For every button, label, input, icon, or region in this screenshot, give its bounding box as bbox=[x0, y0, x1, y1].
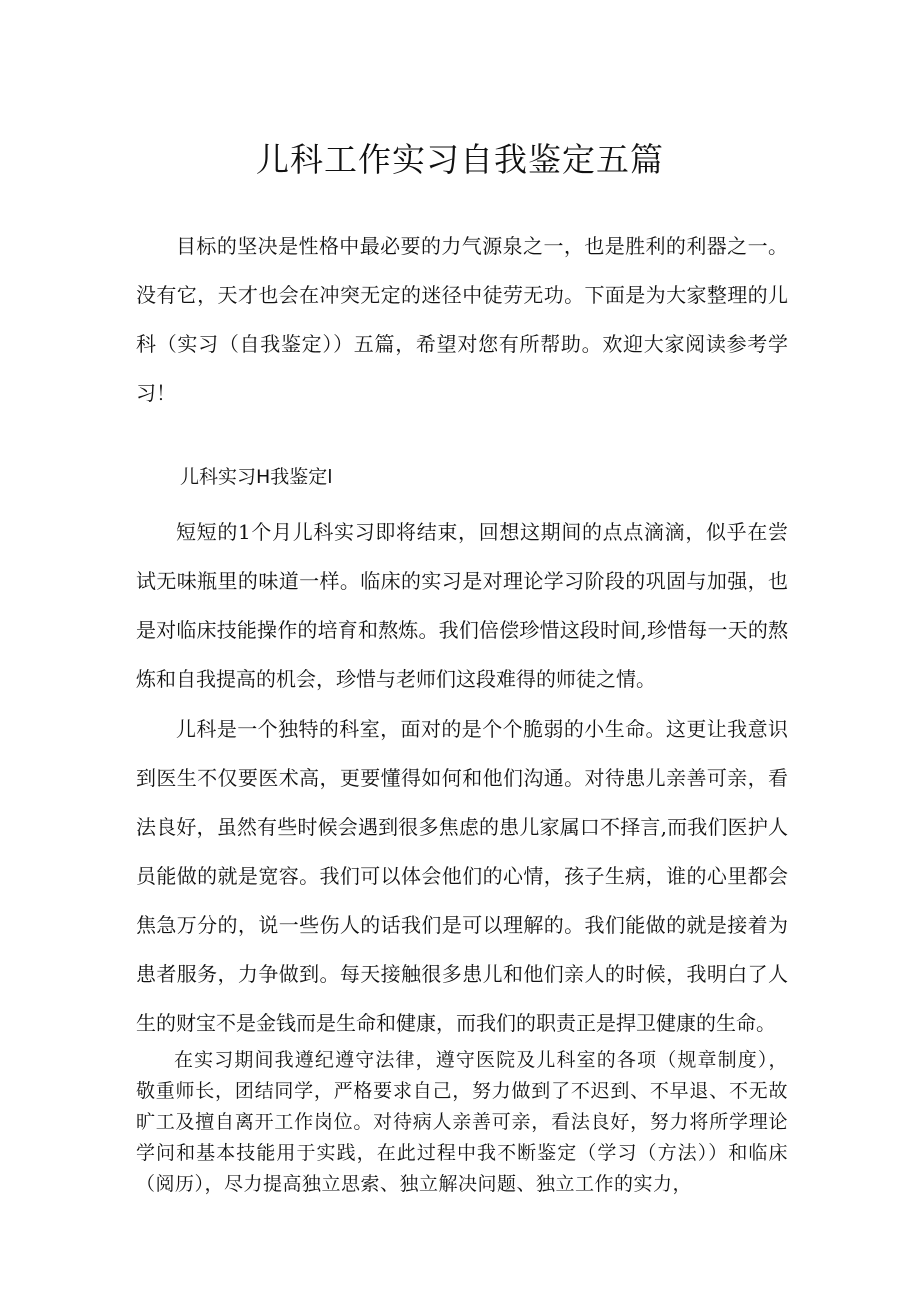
document-title: 儿科工作实习自我鉴定五篇 bbox=[256, 140, 664, 179]
intro-paragraph: 目标的坚决是性格中最必要的力气源泉之一，也是胜利的利器之一。没有它，天才也会在冲突无定的迷径中徒劳无功。下面是为大家整理的儿科（实习（自我鉴定））五篇，希望对您有所帮助。欢迎大家阅读参考学习！ bbox=[136, 234, 788, 405]
section-heading: 儿科实习H我鉴定l bbox=[180, 466, 333, 488]
body-paragraph-3: 在实习期间我遵纪遵守法律，遵守医院及儿科室的各项（规章制度），敬重师长，团结同学，严格要求自己，努力做到了不迟到、不早退、不无故旷工及擅自离开工作岗位。对待病人亲善可亲，看法良好，努力将所学理论学问和基本技能用于实践，在此过程中我不断鉴定（学习（方法））和临床（阅历），尽力提高独立思索、独立解决问题、独立工作的实力， bbox=[136, 1049, 788, 1195]
body-paragraph-2: 儿科是一个独特的科室，面对的是个个脆弱的小生命。这更让我意识到医生不仅要医术高，更要懂得如何和他们沟通。对待患儿亲善可亲，看法良好，虽然有些时候会遇到很多焦虑的患儿家属口不择言,而我们医护人员能做的就是宽容。我们可以体会他们的心情，孩子生病，谁的心里都会焦急万分的，说一些伤人的话我们是可以理解的。我们能做的就是接着为患者服务，力争做到。每天接触很多患儿和他们亲人的时候，我明白了人生的财宝不是金钱而是生命和健康，而我们的职责正是捍卫健康的生命。 bbox=[136, 717, 788, 1035]
body-paragraph-1: 短短的1个月儿科实习即将结束，回想这期间的点点滴滴，似乎在尝试无味瓶里的味道一样。临床的实习是对理论学习阶段的巩固与加强，也是对临床技能操作的培育和熬炼。我们倍偿珍惜这段时间,珍惜每一天的熬炼和自我提高的机会，珍惜与老师们这段难得的师徒之情。 bbox=[136, 520, 788, 691]
